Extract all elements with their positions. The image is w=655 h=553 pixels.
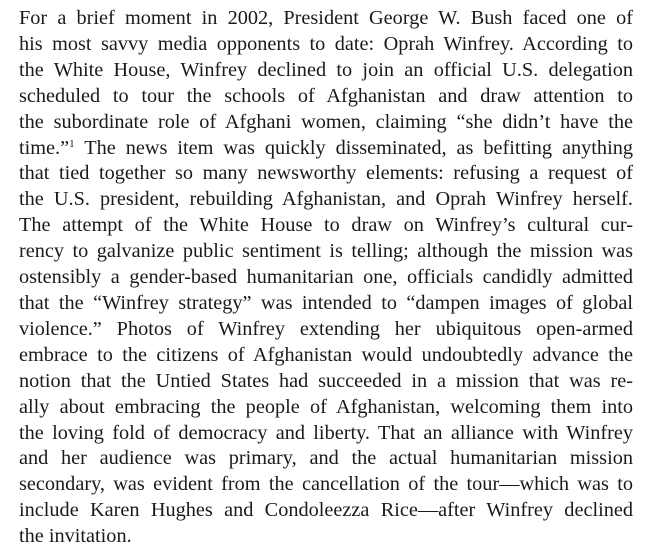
text-line-4: scheduled to tour the schools of Afghanistan and draw attention to [19,84,633,107]
text-line-16: ally about embracing the people of Afghanistan, welcoming them into [19,395,633,418]
line-6-rest: The news item was quickly disseminated, as befitting anything [84,136,633,159]
text-line-8: the U.S. president, rebuilding Afghanistan, and Oprah Winfrey herself. [19,188,633,211]
text-line-1: For a brief moment in 2002, President George W. Bush faced one of [19,7,633,29]
text-line-20: include Karen Hughes and Condoleezza Rice—after Winfrey declined [19,499,633,522]
text-line-9: The attempt of the White House to draw on Winfrey’s cultural cur- [19,214,633,237]
footnote-marker[interactable]: 1 [69,137,75,150]
text-line-12: that the “Winfrey strategy” was intended to “dampen images of global [19,291,633,314]
text-line-19: secondary, was evident from the cancellation of the tour—which was to [19,473,633,496]
text-line-5: the subordinate role of Afghani women, claiming “she didn’t have the [19,110,633,133]
text-line-21: the invitation. [19,525,132,548]
text-line-17: the loving fold of democracy and liberty. That an alliance with Winfrey [19,421,633,444]
text-line-18: and her audience was primary, and the actual humanitarian mission [19,447,633,470]
text-line-7: that tied together so many newsworthy elements: refusing a request of [19,162,633,185]
text-line-11: ostensibly a gender-based humanitarian one, officials candidly admitted [19,266,633,289]
text-line-2: his most savvy media opponents to date: Oprah Winfrey. According to [19,32,633,55]
text-line-6 [19,136,633,162]
text-line-15: notion that the Untied States had succeeded in a mission that was re- [19,369,633,392]
text-line-3: the White House, Winfrey declined to join an official U.S. delegation [19,58,633,81]
text-line-10: rency to galvanize public sentiment is telling; although the mission was [19,240,633,263]
text-line-14: embrace to the citizens of Afghanistan would undoubtedly advance the [19,343,633,366]
body-paragraph [19,6,633,550]
line-6-prefix: time.” [19,136,70,159]
text-line-13: violence.” Photos of Winfrey extending her ubiquitous open-armed [19,317,633,340]
